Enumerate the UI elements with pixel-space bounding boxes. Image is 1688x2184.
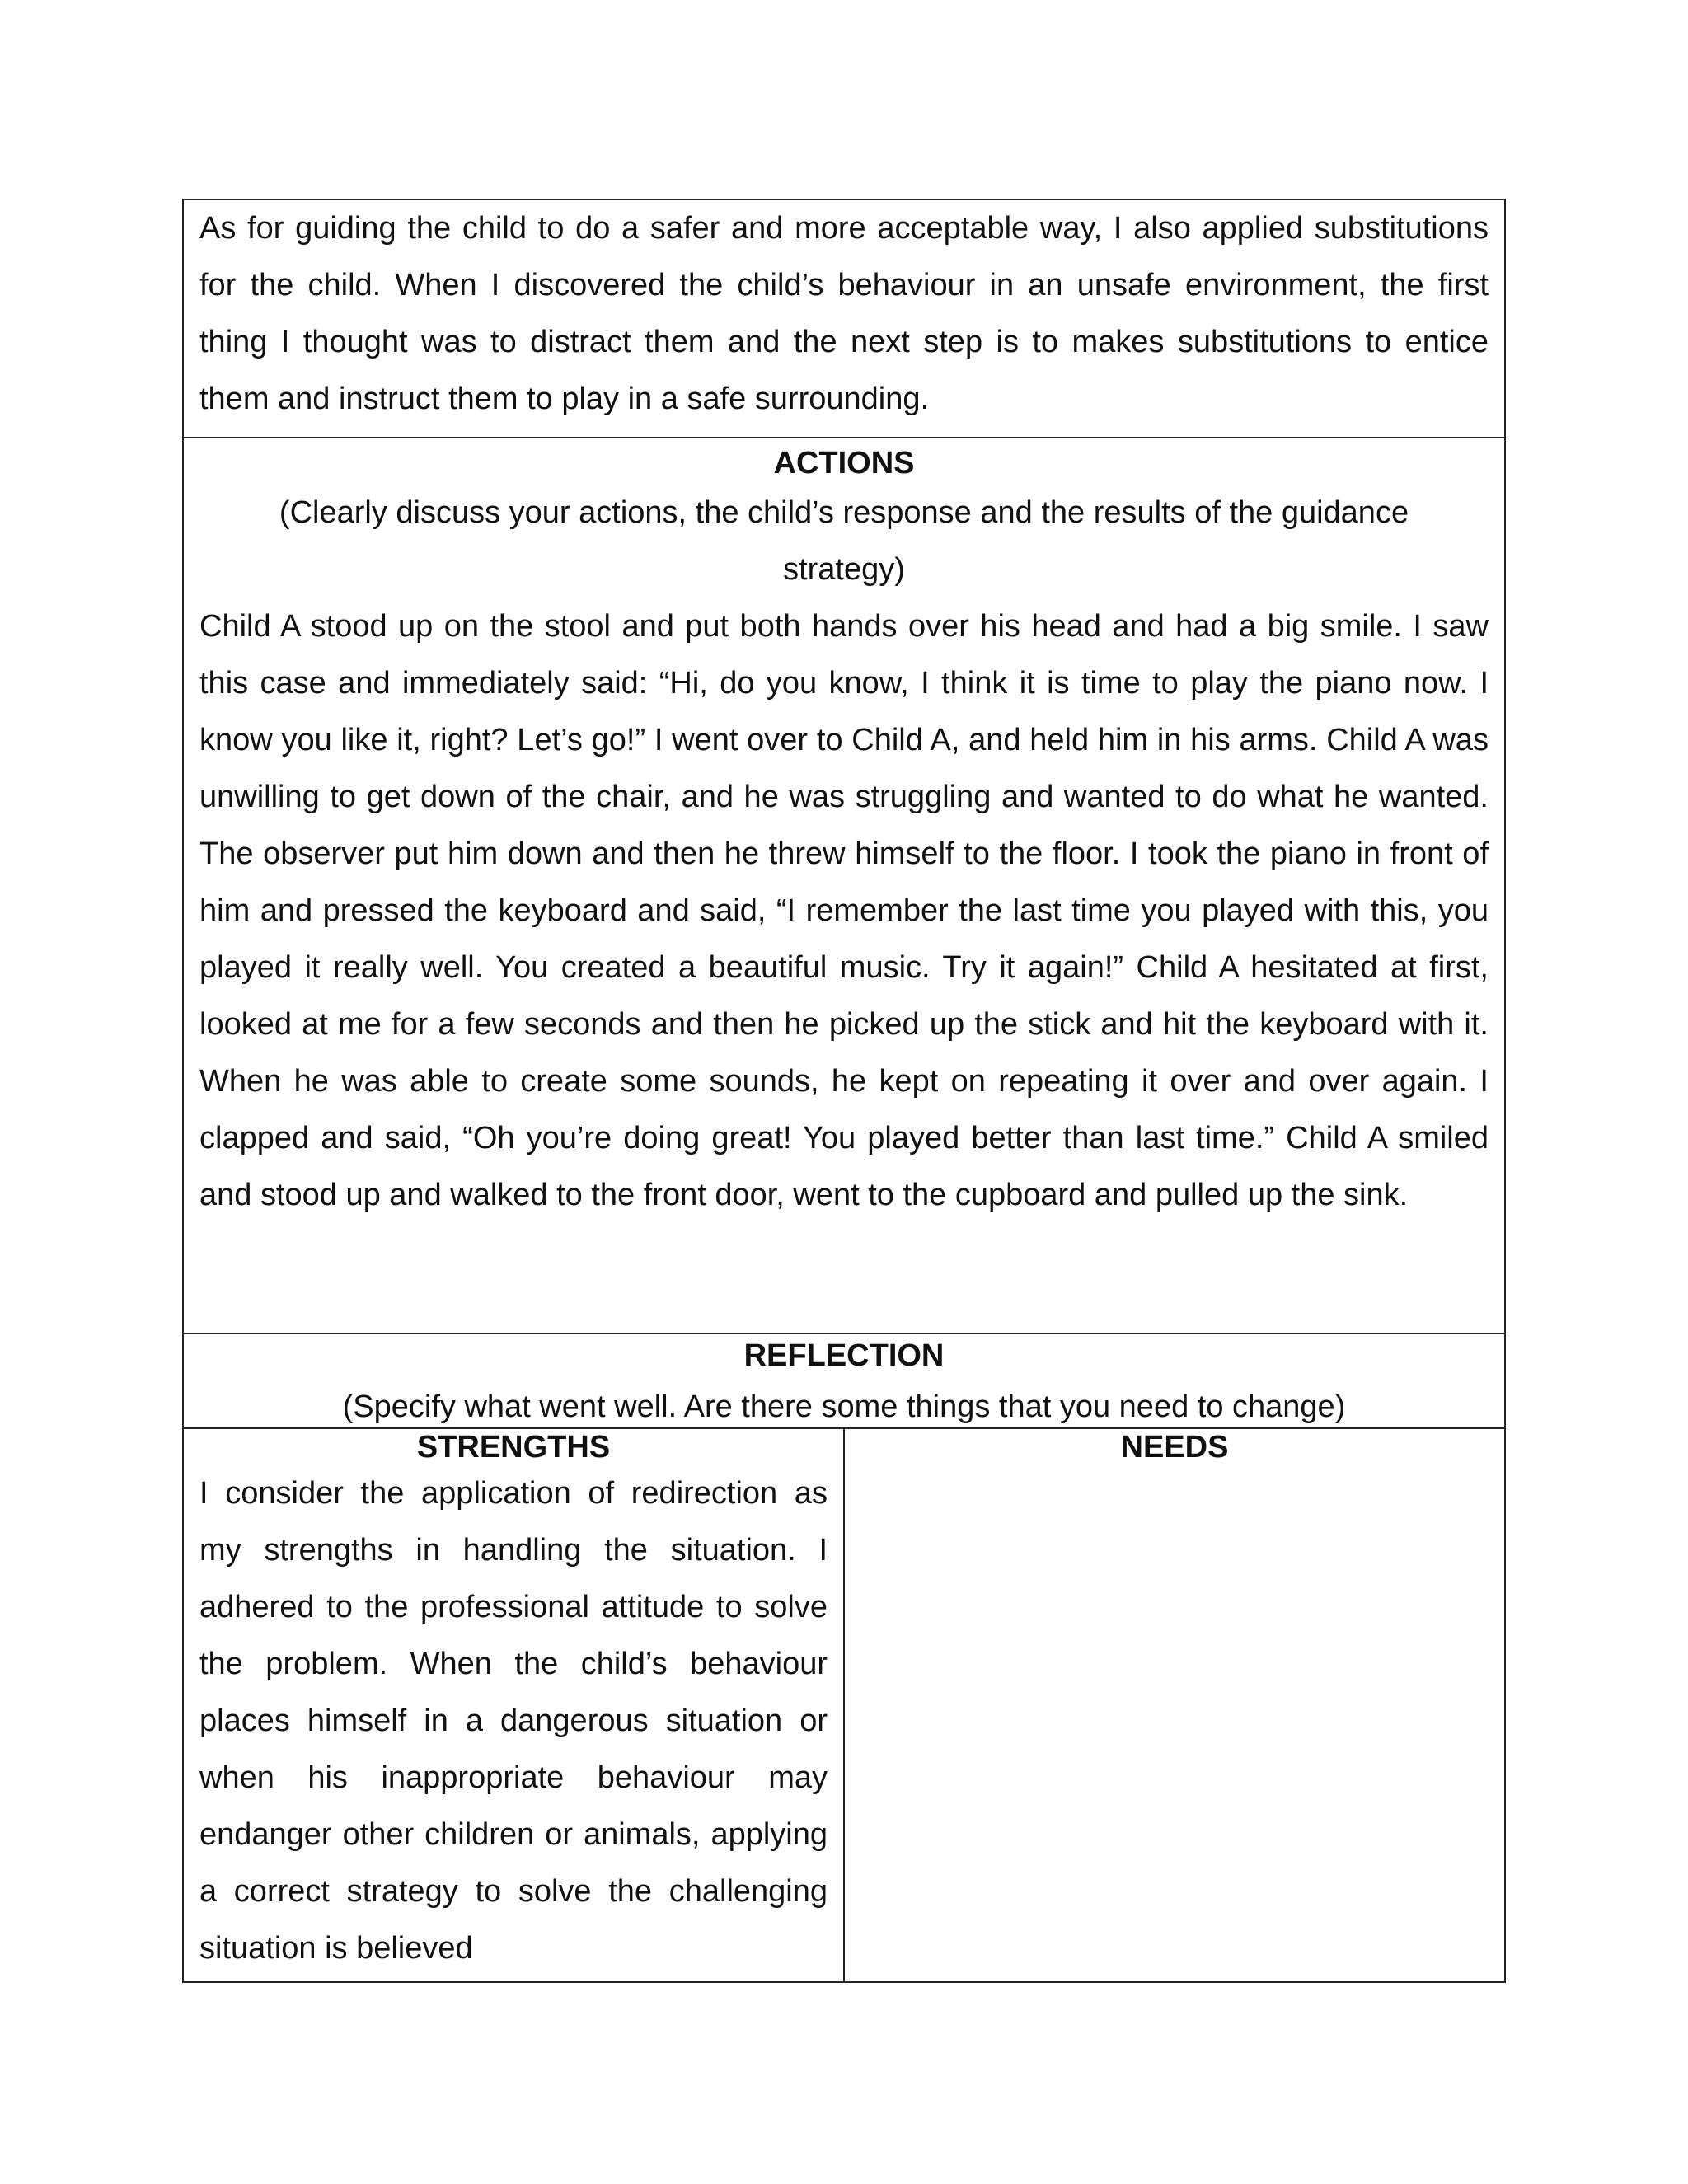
- strengths-paragraph: I consider the application of redirection as my strengths in handling the situation. I adhered to the professional attitude to solve the problem. When the child’s behaviour places himself in a dangerous situation or when his inappropriate behaviour may endanger other children or animals, applying a correct strategy to solve the challenging situation is believed: [199, 1476, 828, 1966]
- actions-section: [184, 438, 1504, 1334]
- actions-instruction: (Clearly discuss your actions, the child’s response and the results of the guidance strategy): [279, 495, 1409, 587]
- guidance-table: [182, 199, 1506, 1983]
- actions-heading: ACTIONS: [773, 446, 915, 480]
- needs-column: [845, 1429, 1504, 1981]
- actions-paragraph: Child A stood up on the stool and put both hands over his head and had a big smile. I saw this case and immediately said: “Hi, do you know, I think it is time to play the piano now. I know you like it, right? Let’s go!” I went over to Child A, and held him in his arms. Child A was unwilling to get down of the chair, and he was struggling and wanted to do what he wanted. The observer put him down and then he threw himself to the floor. I took the piano in front of him and pressed the keyboard and said, “I remember the last time you played with this, you played it really well. You created a beautiful music. Try it again!” Child A hesitated at first, looked at me for a few seconds and then he picked up the stick and hit the keyboard with it. When he was able to create some sounds, he kept on repeating it over and over again. I clapped and said, “Oh you’re doing great! You played better than last time.” Child A smiled and stood up and walked to the front door, went to the cupboard and pulled up the sink.: [199, 609, 1489, 1212]
- reflection-section: [184, 1334, 1504, 1429]
- strengths-needs-row: [184, 1429, 1504, 1981]
- intro-paragraph: As for guiding the child to do a safer and more acceptable way, I also applied substitutions for the child. When I discovered the child’s behaviour in an unsafe environment, the first thing I thought was to distract them and the next step is to makes substitutions to entice them and instruct them to play in a safe surrounding.: [199, 211, 1489, 416]
- needs-heading: NEEDS: [1120, 1430, 1229, 1465]
- reflection-instruction: (Specify what went well. Are there some things that you need to change): [342, 1390, 1346, 1424]
- intro-section: [184, 200, 1504, 438]
- reflection-heading: REFLECTION: [743, 1338, 945, 1373]
- strengths-heading: STRENGTHS: [416, 1430, 611, 1465]
- strengths-column: [184, 1429, 845, 1981]
